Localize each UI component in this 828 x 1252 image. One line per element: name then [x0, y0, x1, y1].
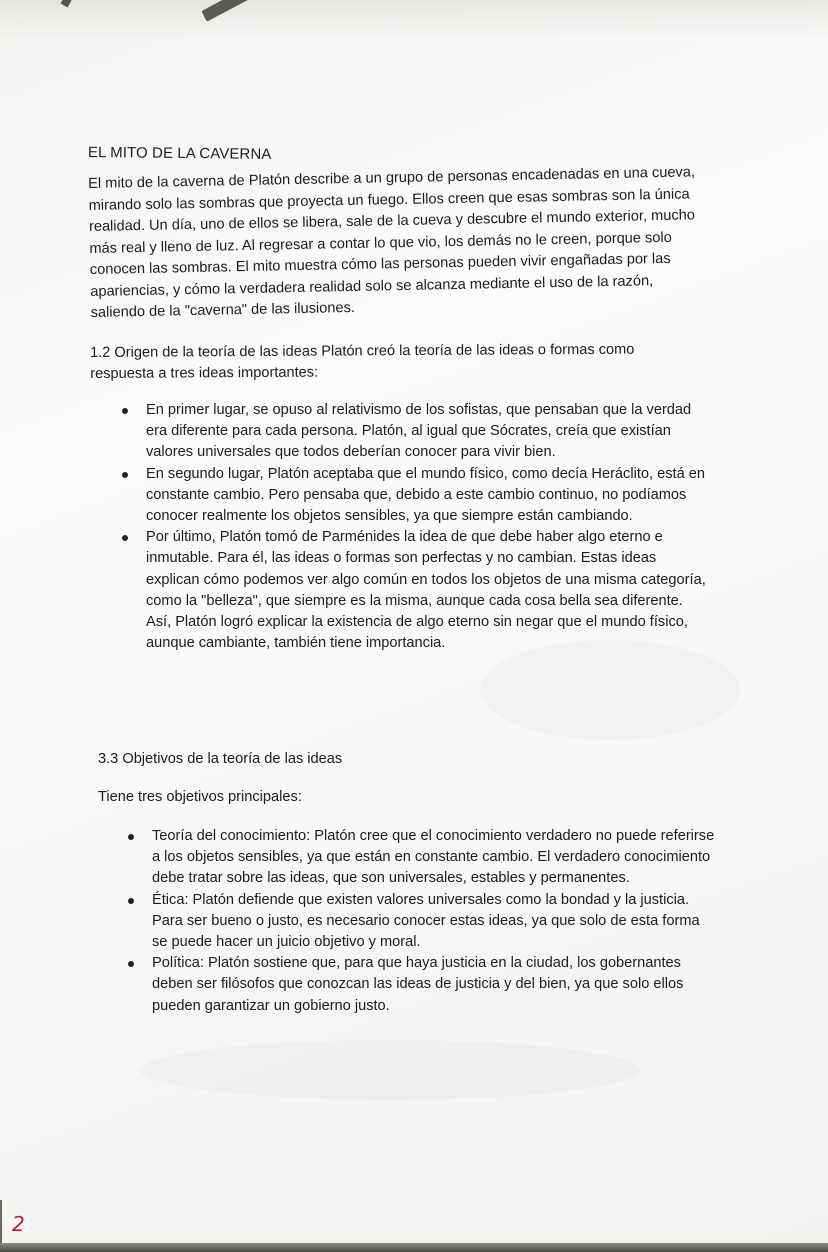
- list-item-text: Teoría del conocimiento: Platón cree que el conocimiento verdadero no puede referirse a los objetos sensibles, ya que están en constante cambio. El verdadero conocimiento debe tratar sobre las ideas, que son universales, estables y permanentes.: [152, 828, 715, 887]
- handwritten-page-number: 2: [12, 1212, 25, 1236]
- list-item: [120, 464, 710, 528]
- list-item-text: En primer lugar, se opuso al relativismo de los sofistas, que pensaban que la verdad era diferente para cada persona. Platón, al igual que Sócrates, creía que existían valores universales que todos deberían conocer para vivir bien.: [146, 402, 692, 461]
- bleed-through-smudge: [480, 640, 740, 740]
- list-item: [120, 400, 710, 464]
- intro-paragraph: El mito de la caverna de Platón describe a un grupo de personas encadenadas en una cueva, mirando solo las sombras que proyecta un fuego. Ellos creen que esas sombras son la única realidad. Un día, uno de ellos se libera, sale de la cueva y descubre el mundo exterior, mucho más real y lleno de luz. Al regresar a contar lo que vio, los demás no le creen, porque solo conocen las sombras. El mito muestra cómo las personas pueden vivir engañadas por las apariencias, y cómo la verdadera realidad solo se alcanza mediante el uso de la razón, saliendo de la "caverna" de las ilusiones.: [88, 164, 696, 321]
- document-title: EL MITO DE LA CAVERNA: [87, 144, 272, 163]
- bullet-icon: [128, 961, 134, 967]
- list-item-text: Ética: Platón defiende que existen valores universales como la bondad y la justicia. Para ser bueno o justo, es necesario conocer estas ideas, ya que solo de esta forma se puede hacer un juicio objetivo y moral.: [152, 891, 700, 951]
- page-bottom-edge: [0, 1243, 828, 1252]
- list-item: [120, 527, 710, 654]
- bullet-icon: [122, 472, 128, 478]
- origin-list: [120, 400, 710, 654]
- bullet-icon: [122, 408, 128, 414]
- objectives-list: [126, 826, 716, 1017]
- bullet-icon: [128, 898, 134, 904]
- bullet-icon: [128, 834, 134, 840]
- top-shadow: [0, 0, 828, 40]
- list-item: [126, 826, 716, 890]
- bleed-through-smudge: [140, 1040, 640, 1100]
- list-item-text: En segundo lugar, Platón aceptaba que el mundo físico, como decía Heráclito, está en constante cambio. Pero pensaba que, debido a este cambio continuo, no podíamos conocer realmente los objetos sensibles, ya que siempre están cambiando.: [146, 465, 705, 525]
- list-item: [126, 890, 716, 954]
- section-origin-heading: 1.2 Origen de la teoría de las ideas Platón creó la teoría de las ideas o formas como respuesta a tres ideas importantes:: [90, 341, 635, 382]
- list-item: [126, 953, 716, 1017]
- section-objectives-intro: Tiene tres objetivos principales:: [98, 789, 302, 805]
- section-objectives-heading: 3.3 Objetivos de la teoría de las ideas: [98, 751, 343, 767]
- list-item-text: Política: Platón sostiene que, para que haya justicia en la ciudad, los gobernantes deben ser filósofos que conozcan las ideas de justicia y del bien, ya que solo ellos pueden garantizar un gobierno justo.: [152, 955, 684, 1014]
- bullet-icon: [122, 535, 128, 541]
- list-item-text: Por último, Platón tomó de Parménides la idea de que debe haber algo eterno e inmutable. Para él, las ideas o formas son perfectas y no cambian. Estas ideas explican cómo podemos ver algo común en todos los objetos de una misma categoría, como la "belleza", que siempre es la misma, aunque cada cosa bella sea diferente. Así, Platón logró explicar la existencia de algo eterno sin negar que el mundo físico, aunque cambiante, también tiene importancia.: [146, 529, 706, 652]
